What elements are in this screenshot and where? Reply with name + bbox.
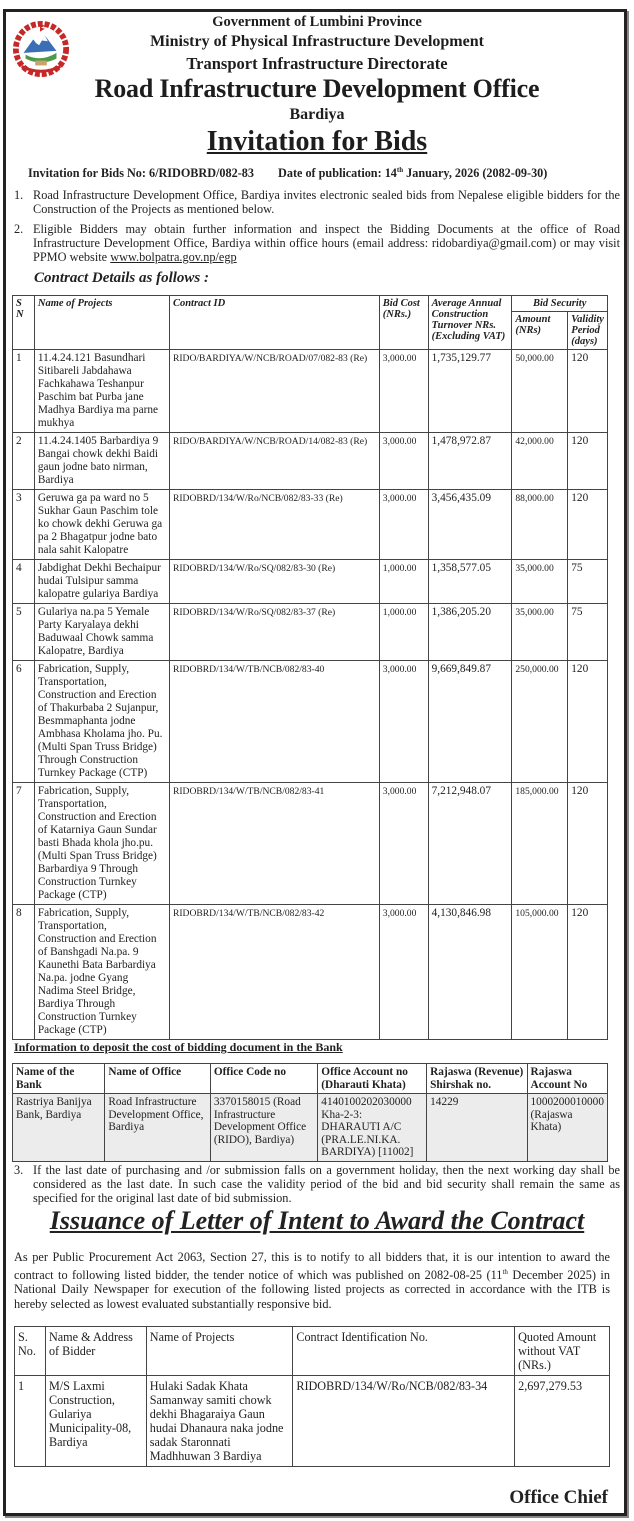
contract-row	[13, 350, 608, 433]
row-turnover: 1,386,205.20	[428, 604, 512, 661]
row-sn: 8	[13, 905, 35, 1040]
row-security-amount: 250,000.00	[512, 661, 568, 783]
header-contract-id: Contract ID	[169, 296, 379, 350]
row-sn: 2	[13, 433, 35, 490]
row-sn: 5	[13, 604, 35, 661]
row-security-amount: 42,000.00	[512, 433, 568, 490]
loi-sn: 1	[15, 1376, 46, 1467]
header-turnover: Average Annual Construction Turnover NRs. (Excluding VAT)	[428, 296, 512, 350]
row-contract-id: RIDOBRD/134/W/TB/NCB/082/83-40	[169, 661, 379, 783]
row-turnover: 1,735,129.77	[428, 350, 512, 433]
row-bid-cost: 3,000.00	[379, 783, 428, 905]
bank-header-cell: Rajaswa Account No	[527, 1064, 607, 1094]
contract-row	[13, 905, 608, 1040]
row-project-name: Fabrication, Supply, Transportation, Construction and Erection of Thakurbaba 2 Sujanpur, Besmmaphanta jodne Ambhasa Kholama jho. Pu. (Multi Span Truss Bridge) Through Construction Turnkey Package (CTP)	[34, 661, 169, 783]
loi-header-cell: Contract Identification No.	[293, 1327, 515, 1376]
header-bid-security: Bid Security	[512, 296, 608, 312]
loi-header-cell: S. No.	[15, 1327, 46, 1376]
row-security-amount: 185,000.00	[512, 783, 568, 905]
row-sn: 1	[13, 350, 35, 433]
row-validity: 120	[568, 661, 608, 783]
publication-date-rest: January, 2026 (2082-09-30)	[406, 166, 548, 180]
row-turnover: 3,456,435.09	[428, 490, 512, 560]
row-bid-cost: 3,000.00	[379, 661, 428, 783]
bank-header-cell: Office Code no	[210, 1064, 317, 1094]
row-project-name: 11.4.24.121 Basundhari Sitibareli Jabdahawa Fachkahawa Teshanpur Paschim bat Purba jane Madhya Bardiya ma parne mukhya	[34, 350, 169, 433]
row-project-name: 11.4.24.1405 Barbardiya 9 Bangai chowk dekhi Baidi gaun jodne bato nirman, Bardiya	[34, 433, 169, 490]
loi-table	[14, 1326, 610, 1467]
bank-cell: 1000200010000 (Rajaswa Khata)	[527, 1094, 607, 1162]
paragraph-text: If the last date of purchasing and /or submission falls on a government holiday, then the next working day shall be considered as the last date. In such case the validity period of the bid and bid security shall remain the same as specified for the original last date of bid submission.	[33, 1163, 620, 1205]
loi-row	[15, 1376, 610, 1467]
bank-cell: 14229	[427, 1094, 527, 1162]
row-security-amount: 105,000.00	[512, 905, 568, 1040]
row-project-name: Geruwa ga pa ward no 5 Sukhar Gaun Paschim tole ko chowk dekhi Geruwa ga pa 2 Bhagatpur jodne bato nala sahit Kalopatre	[34, 490, 169, 560]
row-bid-cost: 1,000.00	[379, 560, 428, 604]
header-sn: S N	[13, 296, 35, 350]
header-security-amount: Amount (NRs)	[512, 312, 568, 350]
paragraph-1	[14, 188, 620, 216]
row-bid-cost: 3,000.00	[379, 350, 428, 433]
paragraph-text: Eligible Bidders may obtain further information and inspect the Bidding Documents at the office of Road Infrastructure Development Office, Bardiya within office hours (email address: ridobardiya@gmail.com) or may visit PPMO website	[33, 222, 620, 264]
row-bid-cost: 3,000.00	[379, 433, 428, 490]
row-project-name: Gulariya na.pa 5 Yemale Party Karyalaya dekhi Baduwaal Chowk samma Kalopatre, Bardiya	[34, 604, 169, 661]
bank-header-cell: Name of Office	[105, 1064, 210, 1094]
paragraph-number: 1.	[14, 188, 24, 202]
header-bid-cost: Bid Cost (NRs.)	[379, 296, 428, 350]
row-contract-id: RIDOBRD/134/W/Ro/SQ/082/83-37 (Re)	[169, 604, 379, 661]
row-validity: 120	[568, 905, 608, 1040]
loi-title: Issuance of Letter of Intent to Award the Contract	[49, 1206, 585, 1235]
loi-paragraph: As per Public Procurement Act 2063, Section 27, this is to notify to all bidders that, it is our intention to award the contract to following listed bidder, the tender notice of which was published on 2082-08-25 (11th December 2025) in National Daily Newspaper for execution of the following listed projects as corrected in accordance with the ITB is hereby selected as lowest evaluated substantially responsive bid.	[14, 1250, 610, 1311]
bolpatra-link[interactable]: www.bolpatra.gov.np/egp	[110, 250, 237, 264]
loi-amount: 2,697,279.53	[515, 1376, 610, 1467]
row-bid-cost: 1,000.00	[379, 604, 428, 661]
contract-row	[13, 661, 608, 783]
bank-header-cell: Office Account no (Dharauti Khata)	[318, 1064, 427, 1094]
row-validity: 75	[568, 560, 608, 604]
contracts-table	[12, 295, 608, 1040]
row-validity: 120	[568, 490, 608, 560]
office-location: Bardiya	[289, 106, 345, 123]
signature-office-chief: Office Chief	[509, 1487, 608, 1508]
ministry-name: Ministry of Physical Infrastructure Development	[150, 33, 484, 50]
row-security-amount: 50,000.00	[512, 350, 568, 433]
directorate-name: Transport Infrastructure Directorate	[186, 54, 448, 73]
contract-details-heading: Contract Details as follows :	[34, 270, 210, 286]
paragraph-number: 2.	[14, 222, 24, 236]
row-contract-id: RIDO/BARDIYA/W/NCB/ROAD/07/082-83 (Re)	[169, 350, 379, 433]
loi-header-cell: Name of Projects	[146, 1327, 293, 1376]
contract-row	[13, 783, 608, 905]
publication-date-label: Date of publication:	[278, 166, 382, 180]
paragraph-3	[14, 1163, 620, 1205]
row-sn: 7	[13, 783, 35, 905]
bank-header-cell: Rajaswa (Revenue) Shirshak no.	[427, 1064, 527, 1094]
contract-row	[13, 490, 608, 560]
row-project-name: Fabrication, Supply, Transportation, Construction and Erection of Banshgadi Na.pa. 9 Kaunethi Bata Barbardiya Na.pa. jodne Gyang Nadima Steel Bridge, Bardiya Through Construction Turnkey Package (CTP)	[34, 905, 169, 1040]
ifb-meta	[28, 166, 547, 181]
row-sn: 6	[13, 661, 35, 783]
row-bid-cost: 3,000.00	[379, 905, 428, 1040]
row-project-name: Jabdighat Dekhi Bechaipur hudai Tulsipur samma kalopatre gulariya Bardiya	[34, 560, 169, 604]
government-name: Government of Lumbini Province	[212, 14, 422, 30]
loi-header-cell: Name & Address of Bidder	[45, 1327, 146, 1376]
notice-title: Invitation for Bids	[206, 126, 428, 157]
row-turnover: 1,478,972.87	[428, 433, 512, 490]
row-validity: 120	[568, 433, 608, 490]
office-name: Road Infrastructure Development Office	[94, 74, 540, 103]
row-contract-id: RIDOBRD/134/W/TB/NCB/082/83-41	[169, 783, 379, 905]
header-validity: Validity Period (days)	[568, 312, 608, 350]
contract-row	[13, 433, 608, 490]
bank-row	[13, 1094, 608, 1162]
row-security-amount: 88,000.00	[512, 490, 568, 560]
contract-row	[13, 560, 608, 604]
publication-date-day: 14	[384, 166, 397, 180]
row-project-name: Fabrication, Supply, Transportation, Construction and Erection of Katarniya Gaun Sundar basti Bhada khola jho.pu. (Multi Span Truss Bridge) Barbardiya 9 Through Construction Turnkey Package (CTP)	[34, 783, 169, 905]
row-turnover: 7,212,948.07	[428, 783, 512, 905]
bank-header-cell: Name of the Bank	[13, 1064, 105, 1094]
contract-row	[13, 604, 608, 661]
loi-cid: RIDOBRD/134/W/Ro/NCB/082/83-34	[293, 1376, 515, 1467]
bank-cell: Road Infrastructure Development Office, Bardiya	[105, 1094, 210, 1162]
row-turnover: 9,669,849.87	[428, 661, 512, 783]
row-bid-cost: 3,000.00	[379, 490, 428, 560]
row-contract-id: RIDO/BARDIYA/W/NCB/ROAD/14/082-83 (Re)	[169, 433, 379, 490]
bank-cell: 4140100202030000 Kha-2-3: DHARAUTI A/C (PRA.LE.NI.KA. BARDIYA) [11002]	[318, 1094, 427, 1162]
bank-cell: Rastriya Banijya Bank, Bardiya	[13, 1094, 105, 1162]
bank-cell: 3370158015 (Road Infrastructure Development Office (RIDO), Bardiya)	[210, 1094, 317, 1162]
ifb-number: Invitation for Bids No: 6/RIDOBRD/082-83	[28, 166, 254, 180]
header-project-name: Name of Projects	[34, 296, 169, 350]
row-turnover: 4,130,846.98	[428, 905, 512, 1040]
date-suffix: th	[396, 166, 404, 174]
paragraph-2	[14, 222, 620, 264]
row-validity: 120	[568, 783, 608, 905]
row-security-amount: 35,000.00	[512, 560, 568, 604]
row-turnover: 1,358,577.05	[428, 560, 512, 604]
loi-project: Hulaki Sadak Khata Samanway samiti chowk dekhi Bhagaraiya Gaun hudai Dhanaura naka jodne sadak Staronnati Madhhuwan 3 Bardiya	[146, 1376, 293, 1467]
row-contract-id: RIDOBRD/134/W/Ro/NCB/082/83-33 (Re)	[169, 490, 379, 560]
paragraph-text: Road Infrastructure Development Office, Bardiya invites electronic sealed bids from Nepalese eligible bidders for the Construction of the Projects as mentioned below.	[33, 188, 620, 216]
loi-header-cell: Quoted Amount without VAT (NRs.)	[515, 1327, 610, 1376]
row-validity: 75	[568, 604, 608, 661]
loi-bidder: M/S Laxmi Construction, Gulariya Municipality-08, Bardiya	[45, 1376, 146, 1467]
row-sn: 3	[13, 490, 35, 560]
row-contract-id: RIDOBRD/134/W/Ro/SQ/082/83-30 (Re)	[169, 560, 379, 604]
bank-table	[12, 1063, 608, 1162]
bank-info-heading: Information to deposit the cost of bidding document in the Bank	[14, 1040, 343, 1054]
row-sn: 4	[13, 560, 35, 604]
row-validity: 120	[568, 350, 608, 433]
row-security-amount: 35,000.00	[512, 604, 568, 661]
row-contract-id: RIDOBRD/134/W/TB/NCB/082/83-42	[169, 905, 379, 1040]
paragraph-number: 3.	[14, 1163, 24, 1177]
